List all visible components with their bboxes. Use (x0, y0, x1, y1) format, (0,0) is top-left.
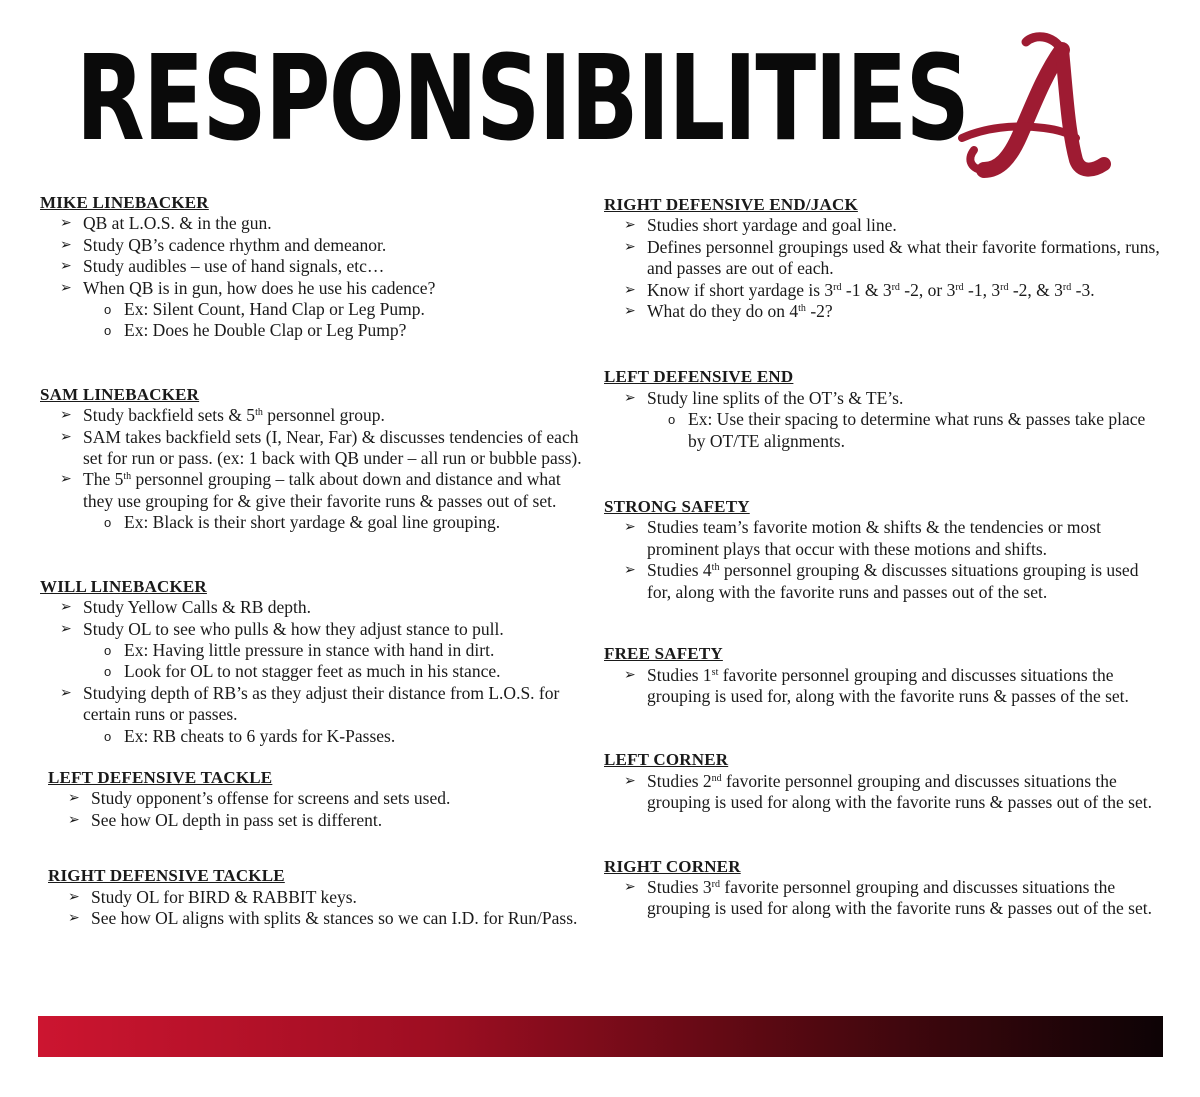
arrow-bullet-icon: ➢ (624, 520, 636, 536)
arrow-bullet-icon: ➢ (60, 259, 72, 275)
list-item: ➢ Know if short yardage is 3rd -1 & 3rd -2, or 3rd -1, 3rd -2, & 3rd -3. (624, 279, 1095, 300)
section-will-linebacker (40, 576, 585, 747)
arrow-bullet-icon: ➢ (624, 390, 636, 406)
section-free-safety (604, 643, 1164, 707)
list-item: ➢ Studies 3rd favorite personnel grouping and discusses situations the grouping is used for along with the favorite runs & passes out of the set. (624, 876, 1152, 919)
list-item: ➢ Study opponent’s offense for screens and sets used. (68, 788, 451, 809)
list-item: ➢ See how OL aligns with splits & stances so we can I.D. for Run/Pass. (68, 907, 578, 928)
section-heading: SAM LINEBACKER (40, 384, 200, 404)
sub-item: o Ex: RB cheats to 6 yards for K-Passes. (104, 725, 396, 746)
arrow-bullet-icon: ➢ (68, 812, 80, 828)
section-strong-safety (604, 496, 1164, 603)
section-left-defensive-tackle (48, 767, 585, 831)
list-item: ➢ What do they do on 4th -2? (624, 301, 833, 322)
arrow-bullet-icon: ➢ (60, 685, 72, 701)
arrow-bullet-icon: ➢ (624, 218, 636, 234)
section-heading: STRONG SAFETY (604, 497, 750, 517)
list-item: ➢ Studies 4th personnel grouping & discusses situations grouping is used for, along with the favorite runs and passes out of the set. (624, 560, 1139, 602)
section-heading: MIKE LINEBACKER (40, 193, 209, 212)
list-item: ➢ Defines personnel groupings used & what their favorite formations, runs, and passes are out of each. (624, 236, 1160, 279)
circle-bullet-icon: o (104, 642, 112, 658)
circle-bullet-icon: o (104, 302, 112, 318)
arrow-bullet-icon: ➢ (60, 216, 72, 232)
arrow-bullet-icon: ➢ (60, 621, 72, 637)
list-item: ➢ Study audibles – use of hand signals, etc… (60, 256, 385, 277)
arrow-bullet-icon: ➢ (60, 429, 72, 445)
page-title: RESPONSIBILITIES (76, 29, 969, 167)
section-heading: LEFT CORNER (604, 750, 729, 770)
list-item: ➢ QB at L.O.S. & in the gun. (60, 213, 272, 234)
section-right-defensive-end-jack (604, 194, 1164, 322)
arrow-bullet-icon: ➢ (60, 408, 72, 424)
sub-item: o Ex: Having little pressure in stance with hand in dirt. (104, 639, 495, 660)
arrow-bullet-icon: ➢ (60, 280, 72, 296)
arrow-bullet-icon: ➢ (624, 879, 636, 895)
list-item: ➢ Studying depth of RB’s as they adjust their distance from L.O.S. for certain runs or passes. (60, 682, 560, 725)
section-heading: WILL LINEBACKER (40, 576, 207, 596)
list-item: ➢ The 5th personnel grouping – talk about down and distance and what they use grouping for & give their favorite runs & passes out of set. (60, 469, 561, 511)
section-right-defensive-tackle (48, 865, 585, 929)
section-heading: LEFT DEFENSIVE TACKLE (48, 767, 273, 787)
section-heading: RIGHT CORNER (604, 856, 741, 876)
section-heading: FREE SAFETY (604, 644, 723, 664)
arrow-bullet-icon: ➢ (68, 889, 80, 905)
right-column (604, 194, 1164, 920)
list-item: ➢ Studies 1st favorite personnel grouping and discusses situations the grouping is used for, along with the favorite runs & passes of the set. (624, 664, 1129, 706)
sub-item: o Ex: Use their spacing to determine what runs & passes take place by OT/TE alignments. (668, 409, 1146, 451)
section-left-corner (604, 749, 1164, 813)
arrow-bullet-icon: ➢ (624, 667, 636, 683)
list-item: ➢ See how OL depth in pass set is different. (68, 809, 383, 830)
section-heading: LEFT DEFENSIVE END (604, 367, 794, 387)
circle-bullet-icon: o (104, 664, 112, 680)
list-item: ➢ Studies team’s favorite motion & shifts & the tendencies or most prominent plays that occur with these motions and shifts. (624, 517, 1101, 559)
list-item: ➢ Study OL for BIRD & RABBIT keys. (68, 886, 357, 907)
list-item: ➢ Study OL to see who pulls & how they adjust stance to pull. (60, 618, 504, 639)
sub-item: o Ex: Black is their short yardage & goal line grouping. (104, 512, 501, 533)
sub-item: o Ex: Silent Count, Hand Clap or Leg Pump. (104, 299, 425, 320)
section-heading: RIGHT DEFENSIVE END/JACK (604, 195, 858, 214)
arrow-bullet-icon: ➢ (60, 237, 72, 253)
footer-gradient-bar (38, 1016, 1163, 1057)
circle-bullet-icon: o (104, 728, 112, 744)
list-item: ➢ Study line splits of the OT’s & TE’s. (624, 387, 904, 408)
alabama-script-a-logo (944, 7, 1124, 190)
section-sam-linebacker (40, 384, 585, 534)
circle-bullet-icon: o (104, 515, 112, 531)
list-item: ➢ Studies 2nd favorite personnel grouping and discusses situations the grouping is used for along with the favorite runs & passes out of the set. (624, 770, 1152, 813)
left-column (40, 192, 585, 929)
list-item: ➢ When QB is in gun, how does he use his cadence? (60, 277, 436, 298)
list-item: ➢ Study Yellow Calls & RB depth. (60, 597, 312, 618)
circle-bullet-icon: o (668, 412, 676, 428)
section-mike-linebacker (40, 192, 585, 342)
section-right-corner (604, 856, 1164, 920)
arrow-bullet-icon: ➢ (624, 239, 636, 255)
arrow-bullet-icon: ➢ (68, 791, 80, 807)
list-item: ➢ Study QB’s cadence rhythm and demeanor. (60, 234, 387, 255)
sub-item: o Ex: Does he Double Clap or Leg Pump? (104, 320, 407, 341)
section-heading: RIGHT DEFENSIVE TACKLE (48, 866, 285, 886)
circle-bullet-icon: o (104, 323, 112, 339)
logo-letter: A (944, 7, 956, 24)
list-item: ➢ SAM takes backfield sets (I, Near, Far) & discusses tendencies of each set for run or pass. (ex: 1 back with QB under – all run or bubble pass). (60, 426, 582, 469)
sub-item: o Look for OL to not stagger feet as much in his stance. (104, 661, 501, 682)
script-a-icon (944, 7, 1124, 190)
arrow-bullet-icon: ➢ (624, 563, 636, 579)
arrow-bullet-icon: ➢ (68, 910, 80, 926)
arrow-bullet-icon: ➢ (60, 600, 72, 616)
arrow-bullet-icon: ➢ (60, 472, 72, 488)
arrow-bullet-icon: ➢ (624, 282, 636, 298)
section-left-defensive-end (604, 366, 1164, 452)
arrow-bullet-icon: ➢ (624, 773, 636, 789)
list-item: ➢ Studies short yardage and goal line. (624, 215, 897, 236)
list-item: ➢ Study backfield sets & 5th personnel group. (60, 405, 385, 426)
arrow-bullet-icon: ➢ (624, 304, 636, 320)
